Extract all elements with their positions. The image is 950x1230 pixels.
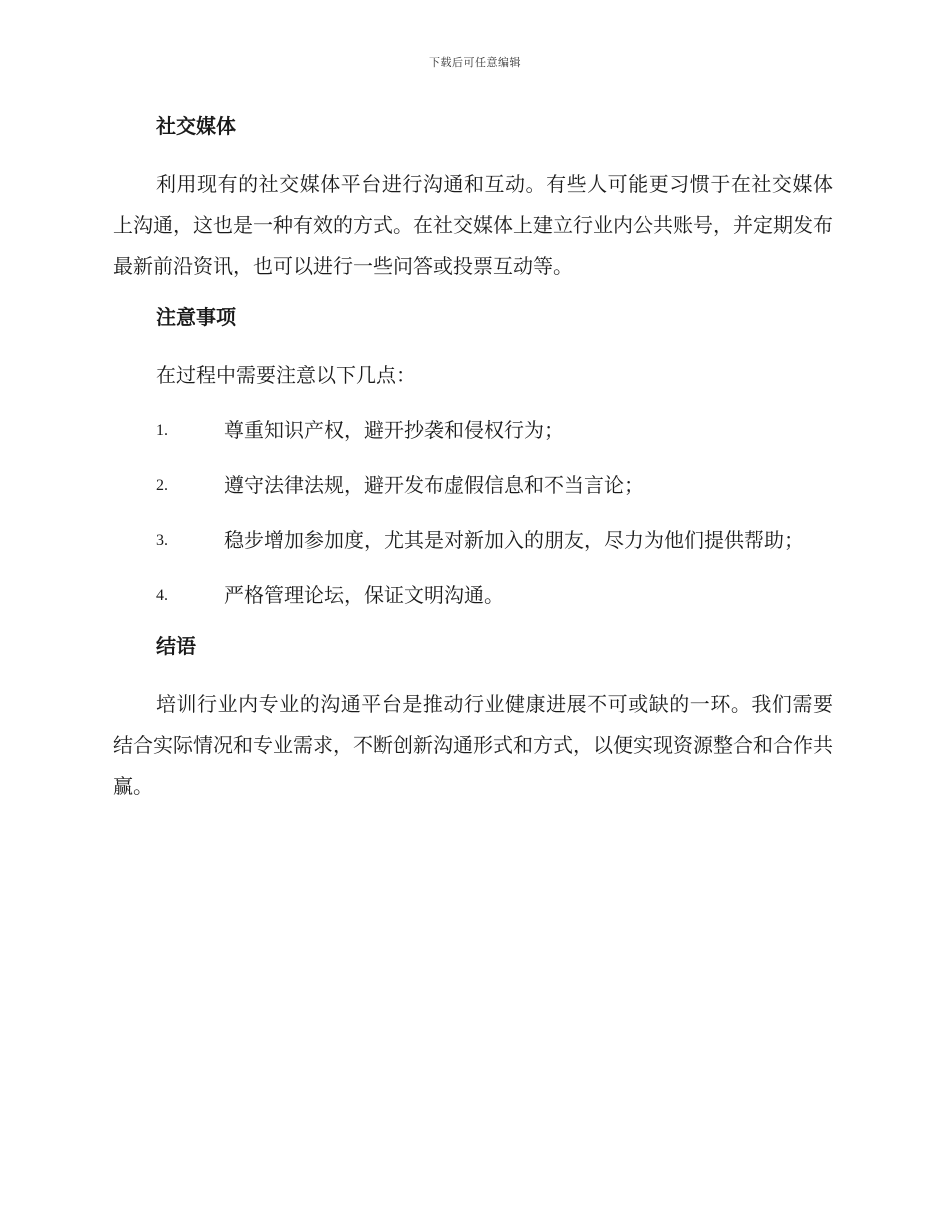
list-item: [113, 410, 833, 451]
page-header: 下载后可任意编辑: [429, 56, 521, 69]
notes-list: [113, 410, 833, 616]
conclusion-paragraph: 培训行业内专业的沟通平台是推动行业健康进展不可或缺的一环。我们需要结合实际情况和专业需求，不断创新沟通形式和方式，以便实现资源整合和合作共赢。: [113, 692, 833, 798]
list-item-number: 3.: [156, 532, 168, 549]
list-item-text: 尊重知识产权，避开抄袭和侵权行为；: [224, 418, 564, 442]
list-item-text: 遵守法律法规，避开发布虚假信息和不当言论；: [224, 473, 644, 497]
document-body: [113, 110, 833, 821]
list-item: [113, 520, 833, 561]
list-item: [113, 575, 833, 616]
notes-intro: 在过程中需要注意以下几点：: [156, 363, 416, 387]
list-item-text: 严格管理论坛，保证文明沟通。: [224, 583, 504, 607]
list-item-number: 1.: [156, 422, 168, 439]
section-heading-conclusion: 结语: [156, 634, 196, 658]
section-heading-social-media: 社交媒体: [156, 114, 236, 138]
list-item: [113, 465, 833, 506]
list-item-text: 稳步增加参加度，尤其是对新加入的朋友，尽力为他们提供帮助；: [224, 528, 804, 552]
social-media-paragraph: 利用现有的社交媒体平台进行沟通和互动。有些人可能更习惯于在社交媒体上沟通，这也是一种有效的方式。在社交媒体上建立行业内公共账号，并定期发布最新前沿资讯，也可以进行一些问答或投票互动等。: [113, 172, 833, 278]
list-item-number: 4.: [156, 587, 168, 604]
list-item-number: 2.: [156, 477, 168, 494]
section-heading-notes: 注意事项: [156, 305, 236, 329]
